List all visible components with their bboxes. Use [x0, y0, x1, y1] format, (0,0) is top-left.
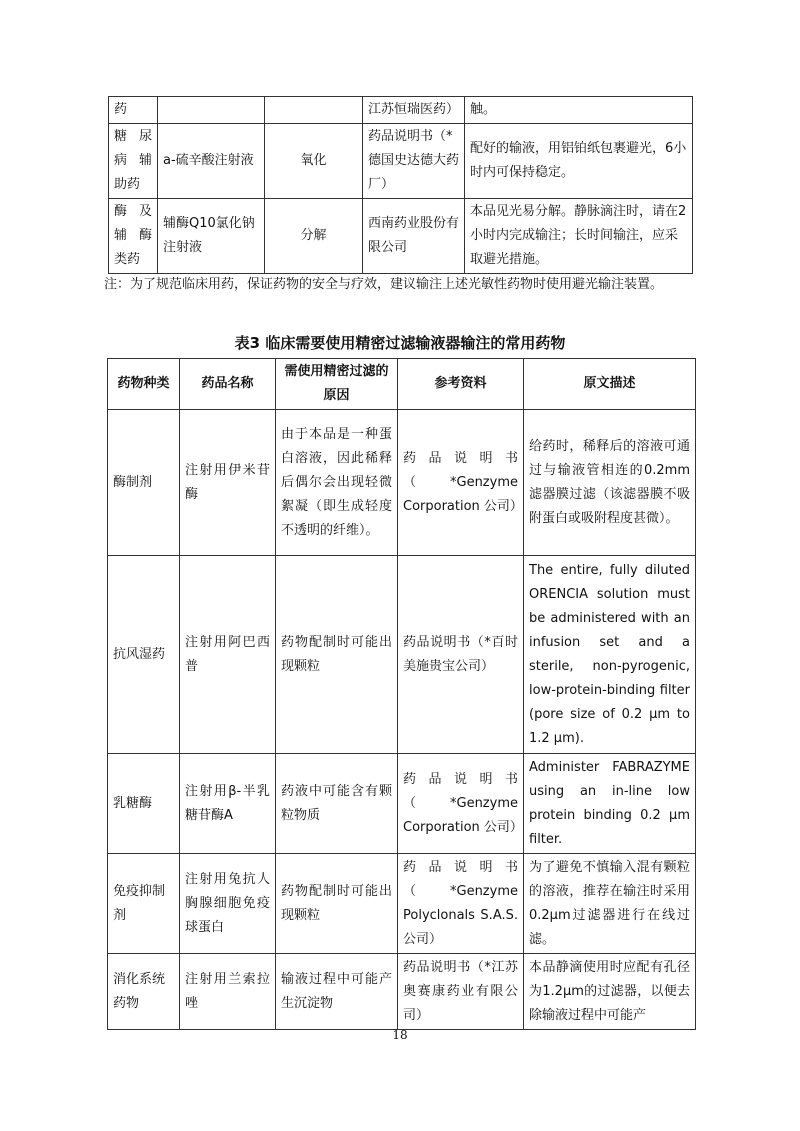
cell-reason: 药物配制时可能出现颗粒 [276, 556, 398, 754]
cell-name: 注射用β-半乳糖苷酶A [180, 754, 276, 854]
table-light-sensitive-drugs [108, 96, 693, 274]
cell-description: 本品静滴使用时应配有孔径为1.2μm的过滤器，以便去除输液过程中可能产 [524, 954, 696, 1030]
cell-reference: 药品说明书（*德国史达德大药厂） [363, 124, 465, 199]
table-header-row [108, 359, 696, 410]
header-category: 药物种类 [108, 359, 180, 410]
cell-reason: 药液中可能含有颗粒物质 [276, 754, 398, 854]
cell-description: 配好的输液，用铝铂纸包裹避光，6小时内可保持稳定。 [465, 124, 693, 199]
cell-category: 酶 及 辅 酶 类药 [109, 199, 158, 274]
cell-category: 乳糖酶 [108, 754, 180, 854]
cell-reason: 氧化 [265, 124, 363, 199]
cell-category: 免疫抑制剂 [108, 854, 180, 954]
cell-reason [265, 97, 363, 124]
table-row [109, 124, 693, 199]
cell-name: 注射用兰索拉唑 [180, 954, 276, 1030]
cell-reference: 江苏恒瑞医药） [363, 97, 465, 124]
table-row [108, 556, 696, 754]
cell-description: 本品见光易分解。静脉滴注时，请在2小时内完成输注；长时间输注，应采取避光措施。 [465, 199, 693, 274]
cell-description: 触。 [465, 97, 693, 124]
cell-reference: 药品说明书（*Genzyme Corporation 公司） [398, 754, 524, 854]
page-number: 18 [392, 1028, 408, 1042]
cell-description: 给药时，稀释后的溶液可通过与输液管相连的0.2mm 滤器膜过滤（该滤器膜不吸附蛋白或吸附程度甚微）。 [524, 410, 696, 556]
header-reason: 需使用精密过滤的原因 [276, 359, 398, 410]
cell-description: The entire, fully diluted ORENCIA solution must be administered with an infusion set and a sterile, non-pyrogenic, low-protein-binding filter (pore size of 0.2 μm to 1.2 μm). [524, 556, 696, 754]
cell-reason: 分解 [265, 199, 363, 274]
cell-name: 注射用阿巴西普 [180, 556, 276, 754]
cell-description: 为了避免不慎输入混有颗粒的溶液，推荐在输注时采用0.2μm过滤器进行在线过滤。 [524, 854, 696, 954]
cell-reference: 西南药业股份有限公司 [363, 199, 465, 274]
table-row [109, 199, 693, 274]
cell-category: 糖 尿 病 辅 助药 [109, 124, 158, 199]
cell-reason: 输液过程中可能产生沉淀物 [276, 954, 398, 1030]
table-footnote: 注：为了规范临床用药，保证药物的安全与疗效，建议输注上述光敏性药物时使用避光输注装置。 [104, 277, 664, 292]
table-row [108, 410, 696, 556]
cell-reason: 药物配制时可能出现颗粒 [276, 854, 398, 954]
cell-name: 注射用伊米苷酶 [180, 410, 276, 556]
cell-name [158, 97, 265, 124]
cell-reference: 药品说明书（*江苏奥赛康药业有限公司） [398, 954, 524, 1030]
cell-category: 酶制剂 [108, 410, 180, 556]
cell-reference: 药品说明书（*Genzyme Polyclonals S.A.S.公司） [398, 854, 524, 954]
table-row [108, 754, 696, 854]
table-row [108, 954, 696, 1030]
table-row [109, 97, 693, 124]
cell-name: a-硫辛酸注射液 [158, 124, 265, 199]
cell-name: 辅酶Q10氯化钠注射液 [158, 199, 265, 274]
table-row [108, 854, 696, 954]
cell-category: 抗风湿药 [108, 556, 180, 754]
cell-name: 注射用兔抗人胸腺细胞免疫球蛋白 [180, 854, 276, 954]
table-title: 表3 临床需要使用精密过滤输液器输注的常用药物 [234, 334, 566, 352]
cell-reference: 药品说明书（*百时美施贵宝公司） [398, 556, 524, 754]
cell-category: 消化系统药物 [108, 954, 180, 1030]
cell-description: Administer FABRAZYME using an in-line low protein binding 0.2 μm filter. [524, 754, 696, 854]
cell-reason: 由于本品是一种蛋白溶液，因此稀释后偶尔会出现轻微絮凝（即生成轻度不透明的纤维）。 [276, 410, 398, 556]
table-precision-filter-drugs [107, 358, 696, 1030]
cell-category: 药 [109, 97, 158, 124]
header-description: 原文描述 [524, 359, 696, 410]
header-name: 药品名称 [180, 359, 276, 410]
cell-reference: 药品说明书（*Genzyme Corporation 公司） [398, 410, 524, 556]
header-reference: 参考资料 [398, 359, 524, 410]
